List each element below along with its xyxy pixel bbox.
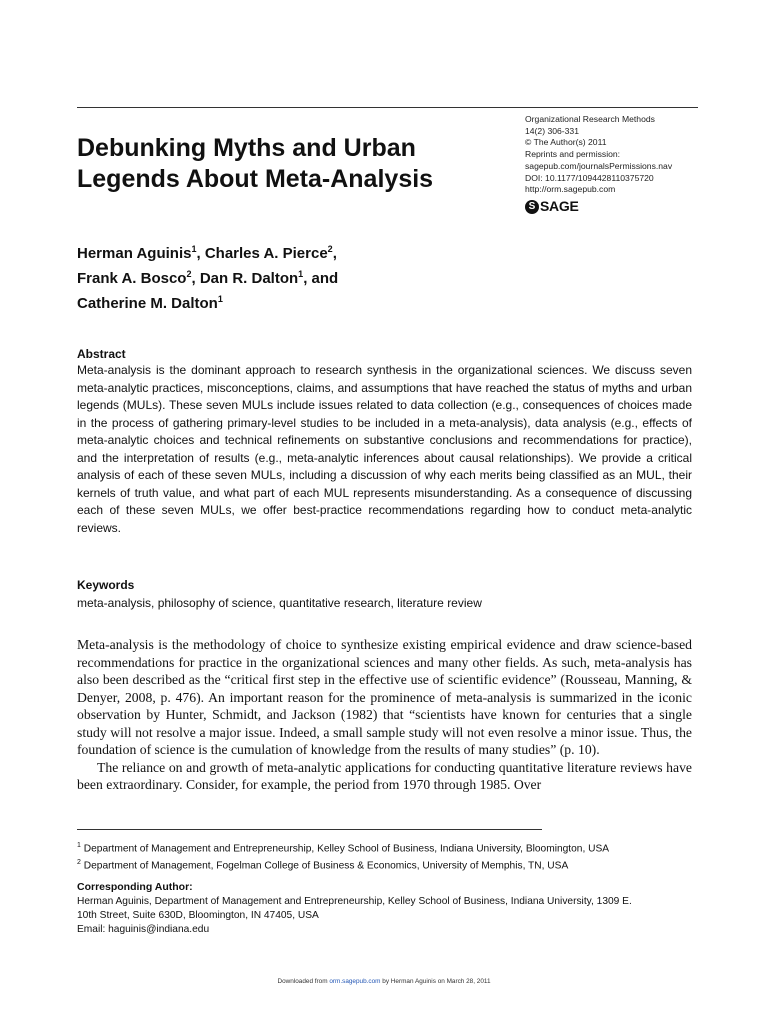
sage-logo bbox=[525, 200, 715, 214]
author-name: Catherine M. Dalton bbox=[77, 295, 218, 312]
corresponding-email[interactable]: Email: haguinis@indiana.edu bbox=[77, 924, 210, 935]
author-line-2: Frank A. Bosco$^2$, Dan R. Dalton$^1$, and bbox=[77, 269, 339, 287]
body-paragraph-2: The reliance on and growth of meta-analytic applications for conducting quantitative literature reviews have been extraordinary. Consider, for example, the period from 1970 through 1985. Over bbox=[77, 759, 692, 792]
abstract-heading: Abstract bbox=[77, 347, 126, 361]
download-note bbox=[0, 978, 768, 985]
header-rule bbox=[77, 107, 698, 108]
journal-volume: 14(2) 306-331 bbox=[525, 125, 579, 136]
author-name: Frank A. Bosco bbox=[77, 270, 187, 287]
author-affiliation-mark: 2 bbox=[186, 269, 192, 279]
sage-logo-text: SAGE bbox=[540, 198, 579, 215]
keywords-heading: Keywords bbox=[77, 578, 135, 592]
author-name: Charles A. Pierce bbox=[204, 245, 328, 262]
author-list bbox=[77, 239, 477, 314]
author-line-3 bbox=[77, 289, 477, 314]
footnote-text: Department of Management and Entrepreneurship, Kelley School of Business, Indiana University, Bloomington, USA bbox=[83, 843, 610, 855]
download-prefix: Downloaded from bbox=[277, 978, 328, 985]
affiliation-footnotes bbox=[77, 839, 697, 874]
journal-permissions-url[interactable]: sagepub.com/journalsPermissions.nav bbox=[525, 160, 673, 171]
keywords-text: meta-analysis, philosophy of science, quantitative research, literature review bbox=[77, 596, 482, 610]
footnote-rule bbox=[77, 829, 542, 830]
journal-info bbox=[525, 114, 715, 214]
title-line-1: Debunking Myths and Urban bbox=[77, 134, 416, 162]
author-affiliation-mark: 1 bbox=[217, 294, 223, 304]
author-affiliation-mark: 1 bbox=[191, 244, 197, 254]
journal-name: Organizational Research Methods bbox=[525, 114, 655, 124]
title-line-2: Legends About Meta-Analysis bbox=[77, 165, 434, 193]
author-name: Dan R. Dalton bbox=[199, 270, 299, 287]
author-name: Herman Aguinis bbox=[77, 245, 192, 262]
author-affiliation-mark: 1 bbox=[298, 269, 304, 279]
body-text bbox=[77, 636, 692, 794]
footnote-mark: 1 bbox=[77, 842, 81, 849]
author-affiliation-mark: 2 bbox=[327, 244, 333, 254]
download-suffix: by Herman Aguinis on March 28, 2011 bbox=[382, 978, 491, 985]
journal-doi[interactable]: DOI: 10.1177/1094428110375720 bbox=[525, 172, 654, 183]
footnote-2 bbox=[77, 856, 697, 873]
corresponding-address-line-2: 10th Street, Suite 630D, Bloomington, IN 47405, USA bbox=[77, 910, 319, 921]
footnote-1 bbox=[77, 839, 697, 856]
journal-reprints: Reprints and permission: bbox=[525, 149, 621, 160]
corresponding-author-heading: Corresponding Author: bbox=[77, 881, 193, 893]
sage-logo-icon: S bbox=[525, 200, 539, 214]
download-link[interactable]: orm.sagepub.com bbox=[329, 978, 381, 985]
corresponding-address-line-1: Herman Aguinis, Department of Management and Entrepreneurship, Kelley School of Business, Indiana University, 1309 E. bbox=[77, 896, 632, 907]
abstract-text: Meta-analysis is the dominant approach to research synthesis in the organizational sciences. We discuss seven meta-analytic practices, misconceptions, claims, and assumptions that have reached the status of myths and urban legends (MULs). These seven MULs include issues related to data collection (e.g., consequences of choices made in the process of gathering primary-level studies to be included in a meta-analysis), data analysis (e.g., effects of meta-analytic choices and technical refinements on substantive conclusions and recommendations for practice), and the interpretation of results (e.g., meta-analytic inferences about causal relationships). We provide a critical analysis of each of these seven MULs, including a discussion of why each merits being classified as an MUL, their kernels of truth value, and what part of each MUL represents misunderstanding. As a consequence of discussing each of these seven MULs, we offer best-practice recommendations regarding how to conduct meta-analytic reviews. bbox=[77, 363, 692, 535]
journal-url[interactable]: http://orm.sagepub.com bbox=[525, 184, 616, 195]
author-line-1: Herman Aguinis$^1$, Charles A. Pierce$^2$, bbox=[77, 244, 337, 262]
journal-copyright: © The Author(s) 2011 bbox=[525, 137, 607, 148]
footnote-mark: 2 bbox=[77, 859, 81, 867]
corresponding-author-details bbox=[77, 895, 702, 937]
footnote-text: Department of Management, Fogelman College of Business & Economics, University of Memphis, TN, USA bbox=[83, 860, 569, 872]
article-title bbox=[77, 133, 507, 195]
body-paragraph-1: Meta-analysis is the methodology of choice to synthesize existing empirical evidence and draw science-based recommendations for practice in the organizational sciences and many other fields. As such, meta-analysis has also been described as the “critical first step in the effective use of scientific evidence” (Rousseau, Manning, & Denyer, 2008, p. 476). An important reason for the prominence of meta-analysis is summarized in the iconic observation by Hunter, Schmidt, and Jackson (1982) that “scientists have known for centuries that a single study will not resolve a major issue. Indeed, a small sample study will not even resolve a minor issue. Thus, the foundation of science is the cumulation of knowledge from the results of many studies” (p. 10). bbox=[77, 637, 692, 757]
